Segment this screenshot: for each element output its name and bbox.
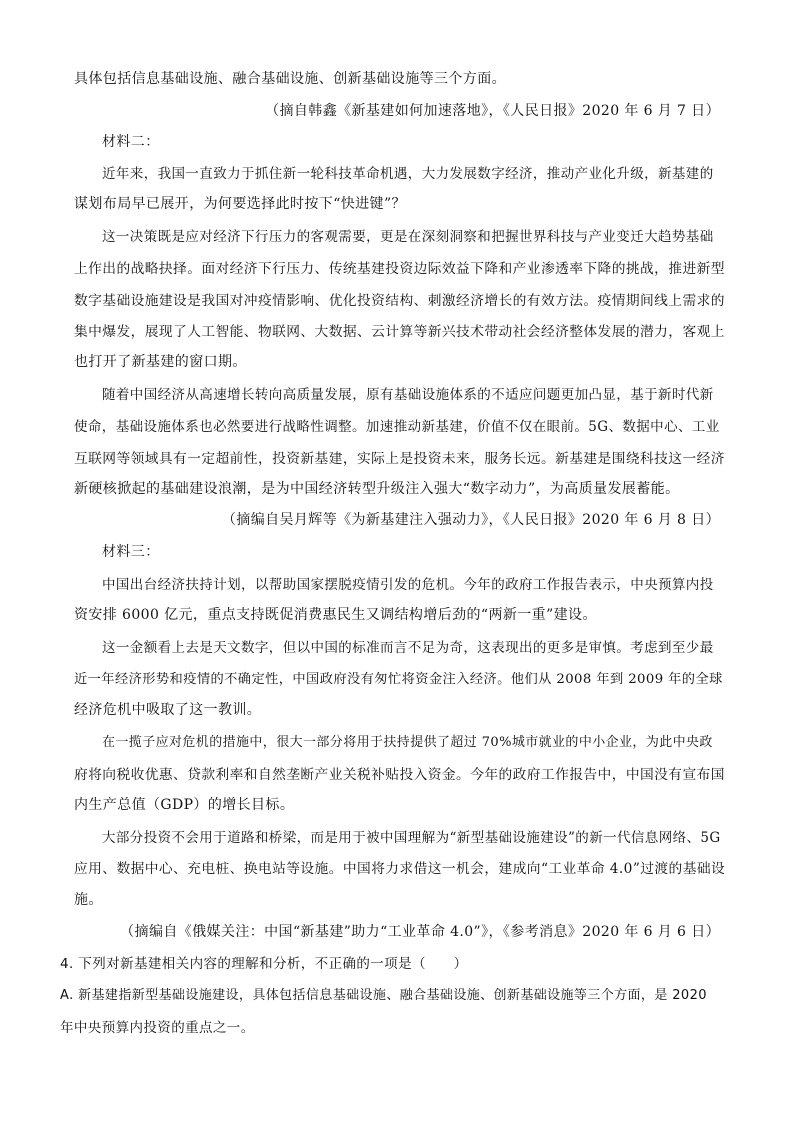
m1-source: （摘自韩鑫《新基建如何加速落地》，《人民日报》2020 年 6 月 7 日） [265, 103, 720, 119]
m1-tail: 具体包括信息基础设施、融合基础设施、创新基础设施等三个方面。 [74, 71, 506, 87]
m2-p1-line: 谋划布局早已展开，为何要选择此时按下“快进键”？ [74, 196, 406, 212]
m3-p4-line: 施。 [74, 892, 103, 908]
m2-p2-line: 集中爆发，展现了人工智能、物联网、大数据、云计算等新兴技术带动社会经济整体发展的潜力，客观上 [74, 324, 725, 340]
m3-p2-line: 经济危机中吸取了这一教训。 [74, 702, 262, 718]
m2-p2-line: 这一决策既是应对经济下行压力的客观需要，更是在深刻洞察和把握世界科技与产业变迁大趋势基础 [102, 229, 714, 245]
m2-label: 材料二： [102, 134, 160, 150]
m2-p1-line: 近年来，我国一直致力于抓住新一轮科技革命机遇，大力发展数字经济，推动产业化升级，新基建的 [102, 166, 714, 182]
m3-p1-line: 中国出台经济扶持计划，以帮助国家摆脱疫情引发的危机。今年的政府工作报告表示，中央预算内投 [102, 577, 714, 593]
m3-p2-line: 这一金额看上去是天文数字，但以中国的标准而言不足为奇，这表现出的更多是审慎。考虑到至少最 [102, 640, 714, 656]
m2-p3-line: 使命，基础设施体系也必然要进行战略性调整。加速推动新基建，价值不仅在眼前。5G、数据中心、工业 [74, 419, 720, 435]
m2-p2-line: 也打开了新基建的窗口期。 [74, 354, 247, 370]
m2-p2-line: 上作出的战略抉择。面对经济下行压力、传统基建投资边际效益下降和产业渗透率下降的挑战，推进新型 [74, 261, 725, 277]
m3-label: 材料三： [102, 544, 160, 560]
question-4-option-a-line: 年中央预算内投资的重点之一。 [60, 1020, 255, 1036]
question-4-option-a-line: A. 新基建指新型基础设施建设，具体包括信息基础设施、融合基础设施、创新基础设施等三个方面，是 2020 [60, 988, 707, 1003]
m3-p3-line: 府将向税收优惠、贷款利率和自然垄断产业关税补贴投入资金。今年的政府工作报告中，中国没有宣布国 [74, 767, 725, 783]
m3-p3-line: 在一揽子应对危机的措施中，很大一部分将用于扶持提供了超过 70%城市就业的中小企业，为此中央政 [102, 735, 713, 750]
m2-p3-line: 随着中国经济从高速增长转向高质量发展，原有基础设施体系的不适应问题更加凸显，基于新时代新 [102, 387, 714, 403]
question-4-stem: 4. 下列对新基建相关内容的理解和分析，不正确的一项是（ ） [60, 956, 468, 972]
m3-p3-line: 内生产总值（GDP）的增长目标。 [74, 797, 295, 813]
m2-source: （摘编自吴月辉等《为新基建注入强动力》，《人民日报》2020 年 6 月 8 日） [221, 512, 720, 528]
m3-source: （摘编自《俄媒关注：中国“新基建”助力“工业革命 4.0”》，《参考消息》2020 年 6 月 6 日） [120, 924, 720, 940]
m2-p3-line: 新硬核掀起的基础建设浪潮，是为中国经济转型升级注入强大“数字动力”，为高质量发展蓄能。 [74, 481, 680, 497]
m3-p4-line: 大部分投资不会用于道路和桥梁，而是用于被中国理解为“新型基础设施建设”的新一代信息网络、5G [102, 830, 721, 846]
m2-p3-line: 互联网等领域具有一定超前性，投资新基建，实际上是投资未来，服务长远。新基建是围绕科技这一经济 [74, 451, 725, 467]
m2-p2-line: 数字基础设施建设是我国对冲疫情影响、优化投资结构、刺激经济增长的有效方法。疫情期间线上需求的 [74, 293, 725, 309]
m3-p1-line: 资安排 6000 亿元，重点支持既促消费惠民生又调结构增后劲的“两新一重”建设。 [74, 607, 597, 623]
m3-p2-line: 近一年经济形势和疫情的不确定性，中国政府没有匆忙将资金注入经济。他们从 2008 年到 2009 年的全球 [74, 672, 723, 687]
m3-p4-line: 应用、数据中心、充电桩、换电站等设施。中国将力求借这一机会，建成向“工业革命 4.0”过渡的基础设 [74, 861, 726, 877]
